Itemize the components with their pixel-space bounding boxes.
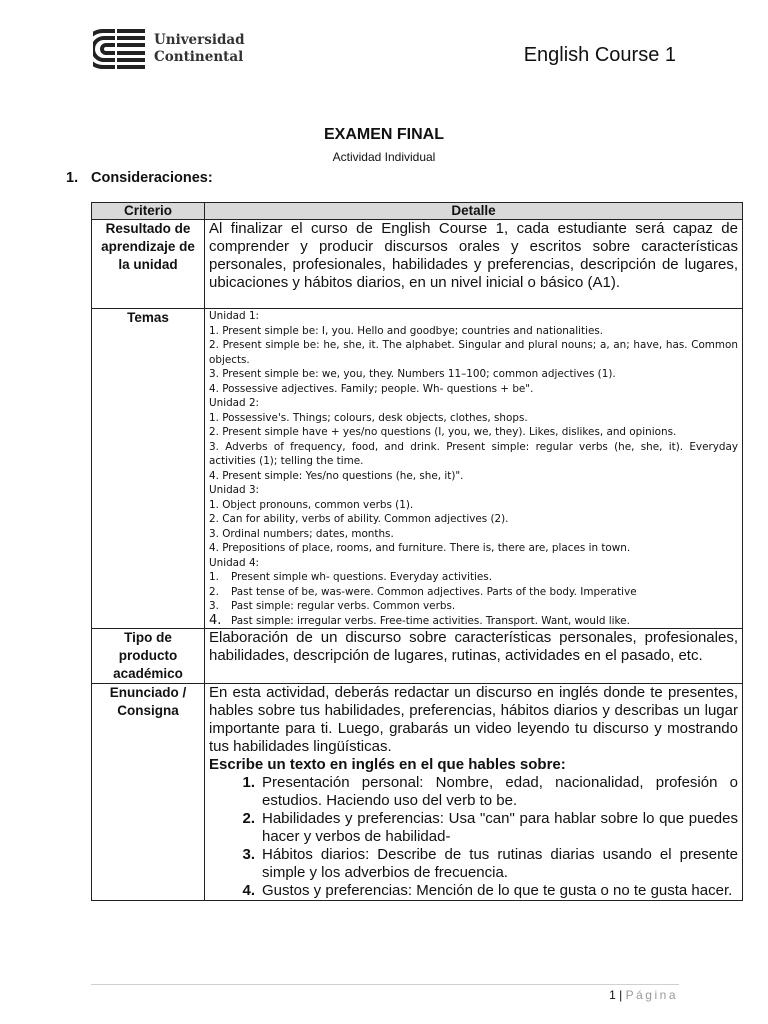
detalle-enunciado [205, 684, 743, 901]
row-enunciado [92, 684, 743, 901]
detalle-resultado: Al finalizar el curso de English Course 1, cada estudiante será capaz de comprender y producir discursos orales y escritos sobre características personales, profesionales, habilidades y preferencias, descripción de lugares, ubicaciones y hábitos diarios, en un nivel inicial o básico (A1). [205, 220, 743, 309]
criterio-temas: Temas [92, 309, 205, 629]
detalle-temas [205, 309, 743, 629]
exam-subtitle: Actividad Individual [332, 150, 436, 164]
enunciado-instruction: Escribe un texto en inglés en el que hables sobre: [209, 756, 566, 773]
university-name [154, 32, 245, 66]
temas-line: 1. Object pronouns, common verbs (1). [209, 498, 414, 511]
step-text: Hábitos diarios: Describe de tus rutinas diarias usando el presente simple y los adverbios de frecuencia. [262, 846, 738, 881]
detalle-tipo: Elaboración de un discurso sobre características personales, profesionales, habilidades, descripción de lugares, rutinas, actividades en el pasado, etc. [205, 629, 743, 684]
unidad4-item [209, 599, 738, 614]
temas-line: 3. Present simple be: we, you, they. Numbers 11–100; common adjectives (1). [209, 368, 616, 380]
university-name-line1: Universidad [154, 32, 245, 48]
considerations-table [91, 202, 743, 901]
enunciado-text: En esta actividad, deberás redactar un discurso en inglés donde te presentes, hables sobre tus habilidades, preferencias, hábitos diarios y describas un lugar importante para ti. Luego, grabarás un video leyendo tu discurso y mostrando tus habilidades lingüísticas. [209, 684, 738, 755]
step-item [209, 810, 738, 846]
temas-line: 2. Present simple be: he, she, it. The alphabet. Singular and plural nouns; a, an; have, has. Common objects. [209, 339, 738, 366]
step-item [209, 774, 738, 810]
step-item [209, 846, 738, 882]
section-heading [66, 170, 213, 186]
page-footer [609, 988, 678, 1002]
unidad4-item [209, 585, 738, 600]
unidad4-item-number: 4. [209, 612, 222, 628]
temas-line: 3. Ordinal numbers; dates, months. [209, 527, 394, 540]
temas-line: 2. Present simple have + yes/no questions (I, you, we, they). Likes, dislikes, and opinions. [209, 426, 677, 438]
page-separator: | [619, 988, 623, 1002]
temas-line: 3. Adverbs of frequency, food, and drink. Present simple: regular verbs (he, she, it). Everyday activities (1); telling the time. [209, 440, 738, 467]
row-resultado [92, 220, 743, 309]
unidad4-item-text: Present simple wh- questions. Everyday activities. [231, 571, 493, 583]
unidad4-item-number: 3. [209, 600, 219, 612]
step-number: 1. [242, 774, 255, 791]
university-logo-icon [93, 27, 149, 71]
unidad4-item [209, 570, 738, 585]
temas-line: Unidad 3: [209, 484, 260, 496]
temas-line: Unidad 1: [209, 310, 260, 322]
step-text: Presentación personal: Nombre, edad, nacionalidad, profesión o estudios. Haciendo uso del verb to be. [262, 774, 738, 809]
unidad4-item-text: Past simple: irregular verbs. Free-time activities. Transport. Want, would like. [231, 614, 630, 627]
row-tipo [92, 629, 743, 684]
page-label: Página [625, 988, 678, 1002]
step-item [209, 882, 738, 900]
unidad4-item-number: 1. [209, 571, 219, 583]
exam-title: EXAMEN FINAL [324, 126, 444, 143]
course-title: English Course 1 [523, 44, 676, 66]
criterio-tipo: Tipo de producto académico [92, 629, 205, 684]
footer-divider [91, 984, 679, 985]
table-header-row [92, 203, 743, 220]
section-label: Consideraciones: [91, 170, 213, 186]
unidad4-item-text: Past simple: regular verbs. Common verbs. [231, 600, 456, 612]
temas-line: Unidad 2: [209, 397, 260, 409]
unidad4-item-number: 2. [209, 585, 219, 598]
section-number: 1. [66, 170, 79, 186]
temas-line: 1. Possessive's. Things; colours, desk objects, clothes, shops. [209, 411, 528, 424]
temas-line: 4. Prepositions of place, rooms, and furniture. There is, there are, places in town. [209, 542, 631, 554]
step-text: Gustos y preferencias: Mención de lo que te gusta o no te gusta hacer. [262, 882, 733, 899]
temas-line: Unidad 4: [209, 556, 260, 569]
header-detalle: Detalle [205, 203, 743, 220]
university-logo [93, 27, 253, 71]
temas-line: 1. Present simple be: I, you. Hello and goodbye; countries and nationalities. [209, 324, 604, 337]
criterio-enunciado: Enunciado / Consigna [92, 684, 205, 901]
university-name-line2: Continental [154, 49, 244, 65]
row-temas [92, 309, 743, 629]
criterio-resultado: Resultado de aprendizaje de la unidad [92, 220, 205, 309]
header-criterio: Criterio [92, 203, 205, 220]
step-number: 4. [242, 882, 255, 899]
unidad4-item [209, 614, 738, 629]
temas-line: 2. Can for ability, verbs of ability. Common adjectives (2). [209, 513, 509, 525]
temas-line: 4. Present simple: Yes/no questions (he, she, it)". [209, 469, 464, 482]
temas-line: 4. Possessive adjectives. Family; people. Wh- questions + be". [209, 382, 534, 395]
steps-list [209, 774, 738, 900]
step-text: Habilidades y preferencias: Usa "can" para hablar sobre lo que puedes hacer y verbos de habilidad- [262, 810, 738, 845]
page-number: 1 [609, 988, 616, 1002]
step-number: 3. [242, 846, 255, 863]
step-number: 2. [242, 810, 255, 827]
unidad4-item-text: Past tense of be, was-were. Common adjectives. Parts of the body. Imperative [231, 585, 637, 598]
